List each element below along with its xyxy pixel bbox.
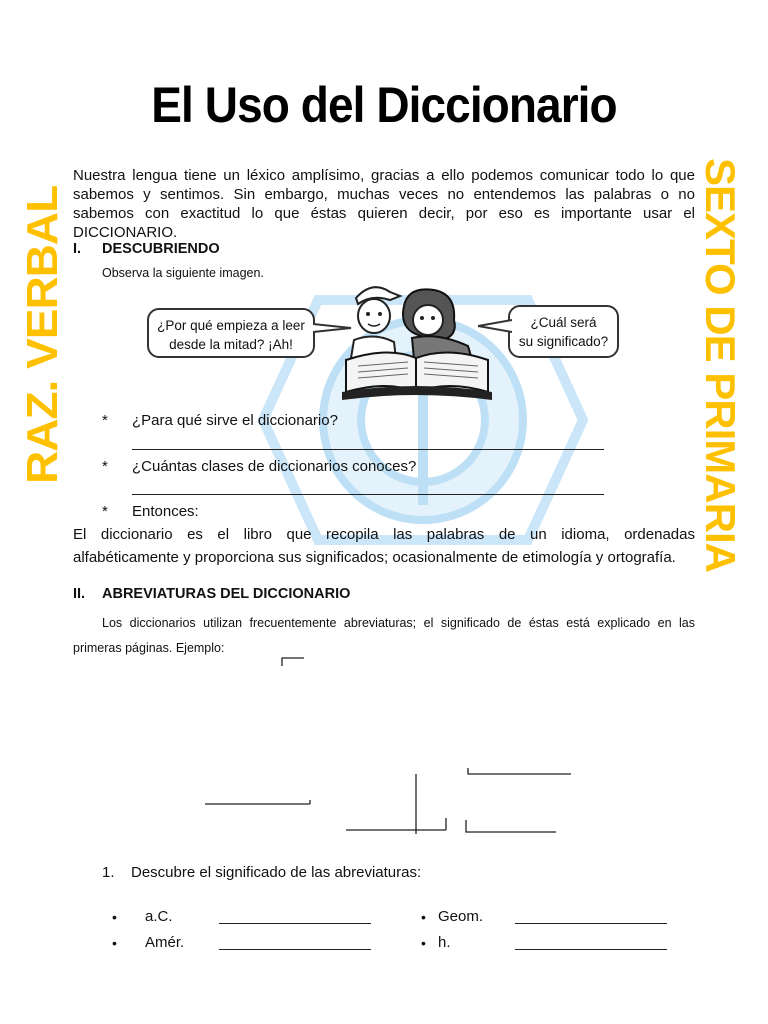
side-label-subject: RAZ. VERBAL	[16, 185, 67, 484]
intro-line: sabemos con exactitud lo que éstas quieren decir, por eso es importante usar el	[73, 205, 695, 222]
list-bullet: •	[112, 909, 117, 925]
section-title: DESCUBRIENDO	[102, 241, 220, 257]
intro-line: Nuestra lengua tiene un léxico amplísimo, gracias a ello podemos comunicar todo lo que	[73, 167, 695, 184]
question-bullet: *	[102, 503, 108, 520]
abbreviation-item: a.C.	[145, 908, 173, 925]
section-text-line: Los diccionarios utilizan frecuentemente abreviaturas; el significado de éstas está explicado en las	[102, 616, 695, 630]
answer-line[interactable]	[219, 949, 371, 950]
answer-line[interactable]	[515, 923, 667, 924]
question-text: Entonces:	[132, 503, 199, 520]
list-bullet: •	[421, 935, 426, 951]
speech-bubble-right	[508, 305, 619, 358]
bubble-line: desde la mitad? ¡Ah!	[169, 337, 293, 352]
question-item	[102, 503, 199, 520]
definition-line: El diccionario es el libro que recopila las palabras de un idioma, ordenadas	[73, 526, 695, 543]
bubble-line: ¿Cuál será	[530, 315, 597, 330]
speech-bubble-left	[147, 308, 315, 358]
intro-line: sabemos y sentimos. Sin embargo, muchas veces no entendemos las palabras o no	[73, 186, 695, 203]
list-bullet: •	[112, 935, 117, 951]
abbreviation-item: Amér.	[145, 934, 185, 951]
section-heading	[73, 241, 220, 257]
children-reading-illustration	[338, 280, 498, 404]
exercise-text: Descubre el significado de las abreviaturas:	[131, 864, 422, 881]
section-title: ABREVIATURAS DEL DICCIONARIO	[102, 586, 351, 602]
question-item	[102, 458, 416, 475]
instruction-text: Observa la siguiente imagen.	[102, 266, 264, 280]
example-diagram-lines	[200, 650, 580, 840]
section-text-line: primeras páginas. Ejemplo:	[73, 641, 225, 655]
answer-line[interactable]	[132, 494, 604, 495]
question-item	[102, 412, 338, 429]
side-label-grade: SEXTO DE PRIMARIA	[697, 158, 744, 572]
question-bullet: *	[102, 458, 108, 475]
question-bullet: *	[102, 412, 108, 429]
question-text: ¿Para qué sirve el diccionario?	[132, 412, 338, 429]
answer-line[interactable]	[132, 449, 604, 450]
abbreviation-item: h.	[438, 934, 451, 951]
answer-line[interactable]	[515, 949, 667, 950]
exercise-prompt	[102, 864, 421, 881]
exercise-number: 1.	[102, 864, 115, 881]
answer-line[interactable]	[219, 923, 371, 924]
definition-line: alfabéticamente y proporciona sus significados; ocasionalmente de etimología y ortografía.	[73, 549, 676, 566]
intro-line: DICCIONARIO.	[73, 224, 178, 241]
intro-paragraph	[73, 166, 695, 242]
definition-paragraph	[73, 523, 695, 569]
section-number: I.	[73, 241, 82, 257]
bubble-line: ¿Por qué empieza a leer	[157, 318, 305, 333]
section-number: II.	[73, 586, 86, 602]
list-bullet: •	[421, 909, 426, 925]
bubble-line: su significado?	[518, 334, 609, 349]
question-text: ¿Cuántas clases de diccionarios conoces?	[132, 458, 417, 475]
section-heading	[73, 586, 350, 602]
abbreviation-item: Geom.	[438, 908, 484, 925]
page-title: El Uso del Diccionario	[151, 77, 617, 133]
